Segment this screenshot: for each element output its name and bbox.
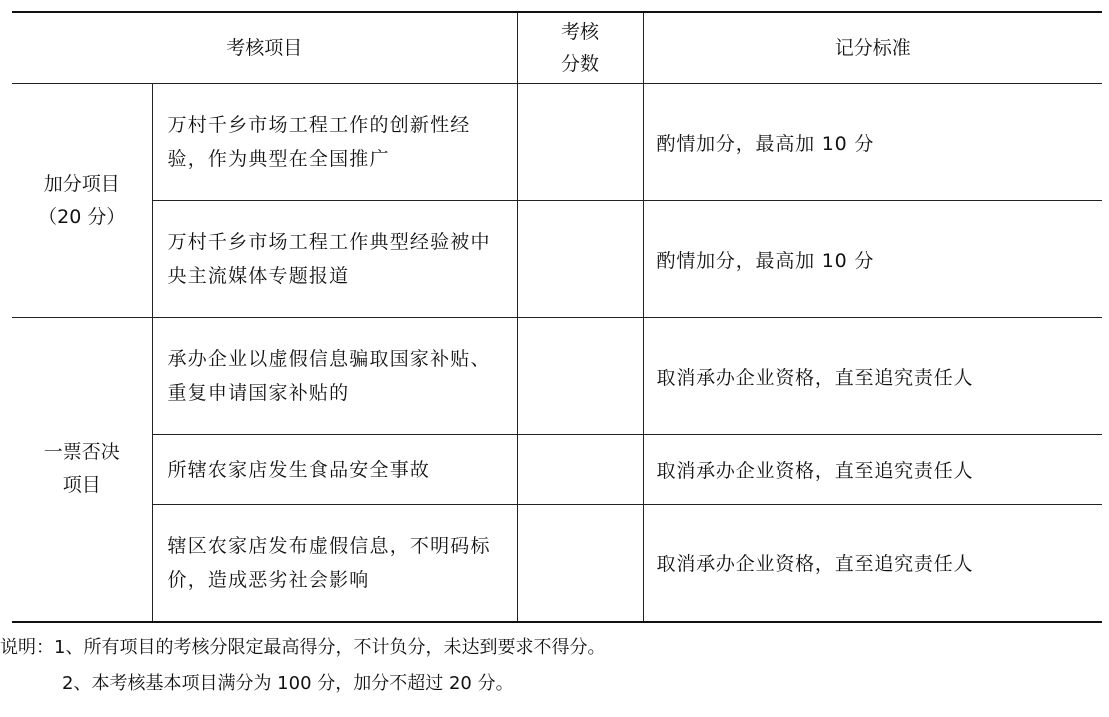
table-row (12, 84, 1102, 201)
note-line-2: 2、本考核基本项目满分为 100 分，加分不超过 20 分。 (62, 673, 514, 694)
note-line-1: 说明：1、所有项目的考核分限定最高得分，不计负分，未达到要求不得分。 (0, 637, 606, 658)
table-row (12, 435, 1102, 505)
category-label: 一票否决 (43, 441, 120, 464)
category-sublabel: （20 分） (38, 205, 126, 228)
category-label: 加分项目 (43, 172, 120, 195)
header-criteria: 记分标准 (643, 12, 1102, 84)
header-score (517, 12, 643, 84)
score-cell (517, 84, 643, 201)
criteria-cell: 酌情加分，最高加 10 分 (643, 201, 1102, 318)
criteria-cell: 取消承办企业资格，直至追究责任人 (643, 318, 1102, 435)
criteria-cell: 酌情加分，最高加 10 分 (643, 84, 1102, 201)
header-item: 考核项目 (12, 12, 517, 84)
score-cell (517, 505, 643, 622)
score-cell (517, 435, 643, 505)
score-cell (517, 201, 643, 318)
table-row (12, 201, 1102, 318)
header-row (12, 12, 1102, 84)
criteria-cell: 取消承办企业资格，直至追究责任人 (643, 505, 1102, 622)
assessment-table (12, 11, 1102, 623)
item-cell: 万村千乡市场工程工作典型经验被中央主流媒体专题报道 (152, 201, 517, 318)
notes (0, 630, 605, 702)
item-cell: 万村千乡市场工程工作的创新性经验，作为典型在全国推广 (152, 84, 517, 201)
category-sublabel: 项目 (62, 474, 101, 497)
table-row (12, 318, 1102, 435)
criteria-cell: 取消承办企业资格，直至追究责任人 (643, 435, 1102, 505)
item-cell: 辖区农家店发布虚假信息，不明码标价，造成恶劣社会影响 (152, 505, 517, 622)
item-cell: 所辖农家店发生食品安全事故 (152, 435, 517, 505)
score-cell (517, 318, 643, 435)
category-bonus (12, 84, 152, 318)
header-score-line2: 分数 (561, 53, 600, 75)
header-score-line1: 考核 (561, 21, 600, 43)
table-row (12, 505, 1102, 622)
item-cell: 承办企业以虚假信息骗取国家补贴、重复申请国家补贴的 (152, 318, 517, 435)
category-veto (12, 318, 152, 622)
